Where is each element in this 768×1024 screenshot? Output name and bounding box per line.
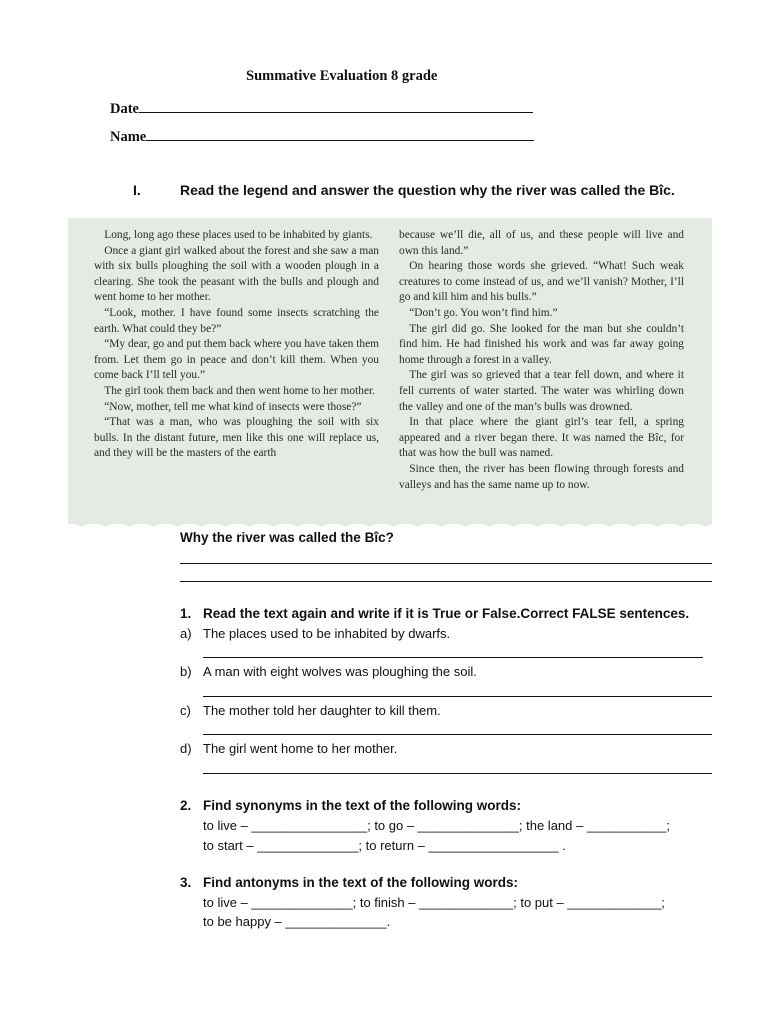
why-question: Why the river was called the Bîc?: [180, 530, 394, 545]
name-label: Name: [110, 129, 147, 145]
answer-line[interactable]: [180, 563, 712, 564]
task3-heading: Find antonyms in the text of the following words:: [203, 875, 518, 890]
legend-paragraph: “Now, mother, tell me what kind of insects were those?”: [104, 400, 362, 413]
synonyms-line-2[interactable]: to start – ______________; to return – __________________ .: [203, 838, 566, 853]
task-number: 2.: [180, 798, 192, 813]
legend-paragraph: “My dear, go and put them back where you have taken them from. Let them go in peace and don’t kill them. When you come back I’ll tell you.”: [94, 338, 379, 382]
legend-paragraph: Once a giant girl walked about the forest and she saw a man with six bulls ploughing the soil with a wooden plough in a clearing. She took the peasant with the bulls and plough and went home to her mother.: [94, 244, 379, 304]
legend-paragraph: Long, long ago these places used to be inhabited by giants.: [104, 229, 373, 241]
legend-paragraph: The girl did go. She looked for the man but she couldn’t find him. He had finished his work and was far away going home through a forest in a valley.: [399, 322, 684, 366]
antonyms-line-2[interactable]: to be happy – ______________.: [203, 914, 391, 929]
legend-paragraph: “That was a man, who was ploughing the soil with six bulls. In the distant future, men like this one will replace us, and they will be the masters of the earth: [94, 416, 379, 460]
antonyms-line-1[interactable]: to live – ______________; to finish – _____________; to put – _____________;: [203, 895, 665, 910]
item-letter: d): [180, 741, 192, 756]
answer-line-a[interactable]: [203, 657, 703, 658]
statement-c: The mother told her daughter to kill them.: [203, 703, 441, 718]
section-number: I.: [133, 182, 141, 198]
answer-line-d[interactable]: [203, 773, 712, 774]
synonyms-line-1[interactable]: to live – ________________; to go – ______________; the land – ___________;: [203, 818, 670, 833]
name-line[interactable]: [146, 126, 534, 141]
legend-paragraph: The girl took them back and then went home to her mother.: [104, 384, 376, 397]
task2-heading: Find synonyms in the text of the following words:: [203, 798, 522, 813]
statement-b: A man with eight wolves was ploughing the soil.: [203, 664, 477, 679]
task1-heading: Read the text again and write if it is True or False.Correct FALSE sentences.: [203, 606, 690, 621]
item-letter: a): [180, 626, 192, 641]
name-field[interactable]: [110, 126, 534, 146]
answer-line-c[interactable]: [203, 734, 712, 735]
date-line[interactable]: [139, 98, 533, 113]
answer-line-b[interactable]: [203, 696, 712, 697]
answer-line[interactable]: [180, 581, 712, 582]
date-label: Date: [110, 101, 139, 117]
legend-paragraph: In that place where the giant girl’s tear fell, a spring appeared and a river began there. It was named the Bîc, for that was how the bull was named.: [399, 416, 684, 460]
page-title: Summative Evaluation 8 grade: [246, 68, 438, 84]
legend-paragraph: Since then, the river has been flowing through forests and valleys and has the same name up to now.: [399, 462, 684, 491]
legend-paragraph: “Don’t go. You won’t find him.”: [409, 306, 558, 319]
section-instruction: Read the legend and answer the question why the river was called the Bîc.: [180, 182, 675, 198]
date-field[interactable]: [110, 98, 533, 118]
item-letter: c): [180, 703, 191, 718]
legend-paragraph: “Look, mother. I have found some insects scratching the earth. What could they be?”: [94, 306, 379, 335]
statement-a: The places used to be inhabited by dwarfs.: [203, 626, 451, 641]
legend-text-box: [68, 218, 712, 524]
legend-paragraph: because we’ll die, all of us, and these people will live and own this land.”: [399, 229, 684, 257]
legend-left-column: [94, 228, 379, 462]
legend-paragraph: On hearing those words she grieved. “What! Such weak creatures to come instead of us, and we’ll vanish? Mother, I’ll go and kill him and his bulls.”: [399, 260, 684, 304]
statement-d: The girl went home to her mother.: [203, 741, 398, 756]
legend-right-column: [399, 228, 684, 493]
item-letter: b): [180, 664, 192, 679]
legend-paragraph: The girl was so grieved that a tear fell down, and where it fell currents of water started. The water was whirling down the valley and one of the man’s bulls was drowned.: [399, 369, 684, 413]
torn-edge-decoration: [68, 520, 712, 528]
task-number: 3.: [180, 875, 192, 890]
task-number: 1.: [180, 606, 192, 621]
